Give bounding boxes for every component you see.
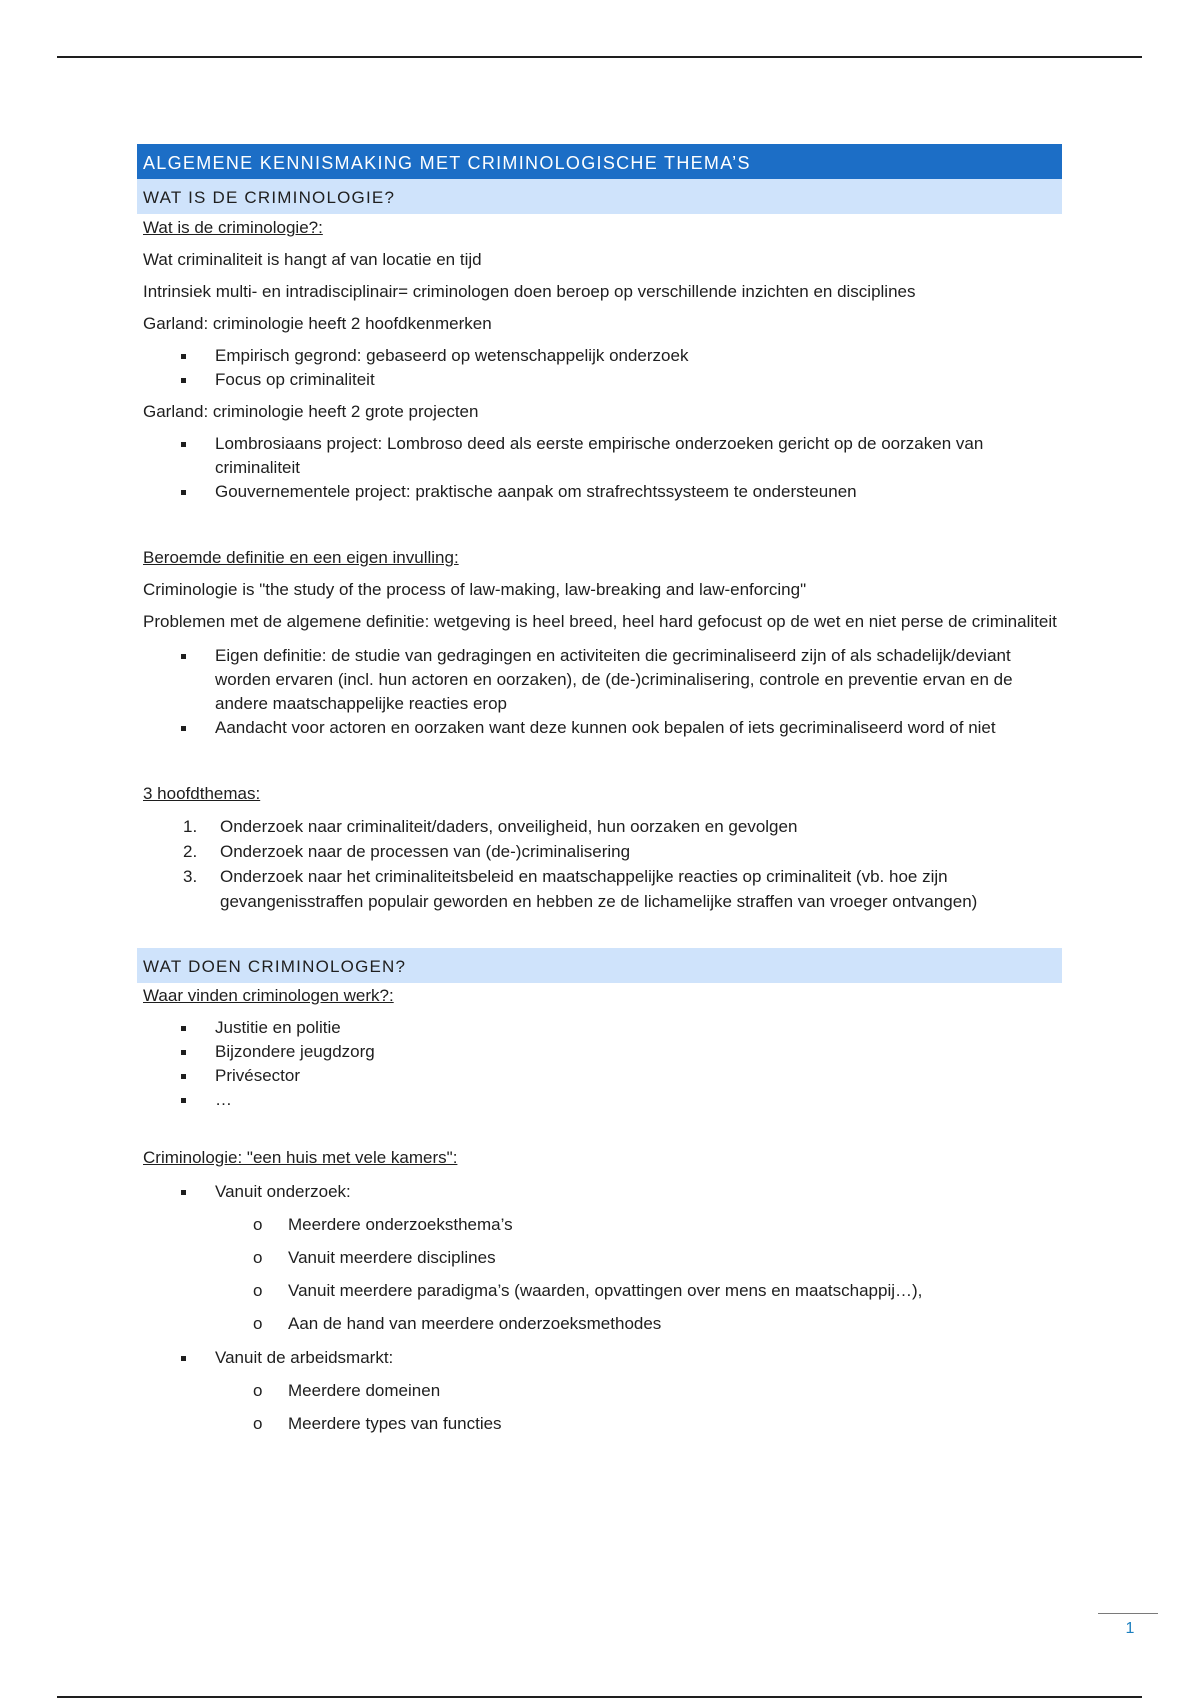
section-heading-wat-is: WAT IS DE CRIMINOLOGIE? (137, 179, 1062, 214)
footer-rule (57, 1696, 1142, 1698)
sub-list-item: o Meerdere onderzoeksthema’s (137, 1213, 1062, 1237)
list-item: Justitie en politie (137, 1016, 1062, 1040)
paragraph: Problemen met de algemene definitie: wetgeving is heel breed, heel hard gefocust op de wet en niet perse de criminaliteit (143, 612, 1057, 631)
list-item (137, 839, 1062, 864)
list-item: Gouvernementele project: praktische aanpak om strafrechtssysteem te ondersteunen (137, 480, 1062, 504)
sub-list-item: o Vanuit meerdere disciplines (137, 1246, 1062, 1270)
list-item (137, 864, 1062, 914)
sub-list-item: o Aan de hand van meerdere onderzoeksmethodes (137, 1312, 1062, 1336)
list-item: Aandacht voor actoren en oorzaken want deze kunnen ook bepalen of iets gecriminaliseerd word of niet (137, 716, 1062, 740)
bullet-list (137, 1180, 1062, 1204)
circle-bullet-icon: o (253, 1215, 263, 1234)
sub-list-item: o Vanuit meerdere paradigma’s (waarden, opvattingen over mens en maatschappij…), (137, 1279, 1062, 1303)
list-number: 2. (183, 842, 198, 861)
circle-bullet-icon: o (253, 1381, 263, 1400)
list-item: Empirisch gegrond: gebaseerd op wetenschappelijk onderzoek (137, 344, 1062, 368)
list-text: Onderzoek naar de processen van (de-)criminalisering (220, 842, 631, 861)
list-item: Vanuit onderzoek: (137, 1180, 1062, 1204)
header-rule (57, 56, 1142, 58)
circle-bullet-icon: o (253, 1414, 263, 1433)
list-item: Vanuit de arbeidsmarkt: (137, 1346, 1062, 1370)
list-item: Privésector (137, 1064, 1062, 1088)
page-number: 1 (1125, 1620, 1135, 1637)
list-item: Bijzondere jeugdzorg (137, 1040, 1062, 1064)
sub-list-item: o Meerdere types van functies (137, 1412, 1062, 1436)
list-item: … (137, 1088, 1062, 1112)
circle-bullet-icon: o (253, 1281, 263, 1300)
list-number: 3. (183, 867, 198, 886)
bullet-list (137, 1346, 1062, 1370)
list-item: Lombrosiaans project: Lombroso deed als eerste empirische onderzoeken gericht op de oorzaken van criminaliteit (137, 432, 1062, 480)
section-heading-wat-doen: WAT DOEN CRIMINOLOGEN? (137, 948, 1062, 983)
list-item: Focus op criminaliteit (137, 368, 1062, 392)
paragraph: Garland: criminologie heeft 2 hoofdkenmerken (143, 314, 492, 333)
circle-bullet-icon: o (253, 1248, 263, 1267)
subheading-hoofdthemas: 3 hoofdthemas: (143, 784, 261, 803)
list-item (137, 814, 1062, 839)
circle-bullet-icon: o (253, 1314, 263, 1333)
subheading-werk: Waar vinden criminologen werk?: (143, 986, 394, 1005)
sub-list (137, 1213, 1062, 1336)
list-text: Onderzoek naar criminaliteit/daders, onveiligheid, hun oorzaken en gevolgen (220, 817, 798, 836)
sub-list-item: o Meerdere domeinen (137, 1379, 1062, 1403)
paragraph: Wat criminaliteit is hangt af van locatie en tijd (143, 250, 482, 269)
sub-list (137, 1379, 1062, 1436)
paragraph: Garland: criminologie heeft 2 grote projecten (143, 402, 479, 421)
numbered-list (137, 814, 1062, 914)
list-item: Eigen definitie: de studie van gedragingen en activiteiten die gecriminaliseerd zijn of als schadelijk/deviant worden ervaren (incl. hun actoren en oorzaken), de (de-)criminalisering, controle en preventie ervan en de andere maatschappelijke reacties erop (137, 644, 1062, 716)
bullet-list (137, 1016, 1062, 1112)
list-text: Onderzoek naar het criminaliteitsbeleid en maatschappelijke reacties op criminaliteit (vb. hoe zijn gevangenisstraffen populair geworden en hebben ze de lichamelijke straffen van vroeger ontvangen) (220, 867, 978, 911)
page-number-rule (1098, 1613, 1158, 1614)
paragraph: Criminologie is "the study of the process of law-making, law-breaking and law-enforcing" (143, 580, 807, 599)
bullet-list (137, 432, 1062, 504)
subheading-huis: Criminologie: "een huis met vele kamers": (143, 1148, 458, 1167)
paragraph: Intrinsiek multi- en intradisciplinair= criminologen doen beroep op verschillende inzichten en disciplines (143, 282, 916, 301)
subheading-wat-is: Wat is de criminologie?: (143, 218, 323, 237)
subheading-definitie: Beroemde definitie en een eigen invulling: (143, 548, 459, 567)
heading-main: ALGEMENE KENNISMAKING MET CRIMINOLOGISCHE THEMA’S (137, 144, 1062, 179)
document-body (137, 144, 1062, 1436)
list-number: 1. (183, 817, 198, 836)
bullet-list (137, 644, 1062, 740)
bullet-list (137, 344, 1062, 392)
